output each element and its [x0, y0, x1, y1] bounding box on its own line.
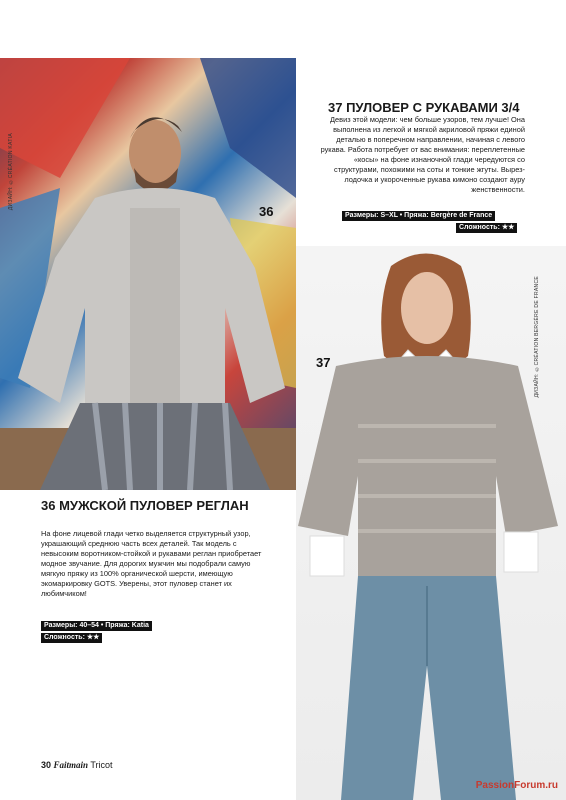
title-37: 37 ПУЛОВЕР С РУКАВАМИ 3/4	[328, 100, 520, 115]
photo-number-37: 37	[316, 355, 331, 370]
photo-mens-raglan-pullover	[0, 58, 296, 490]
photo-credit-katia: ДИЗАЙН: ©CRÉATION KATIA	[8, 133, 14, 211]
description-37: Девиз этой модели: чем больше узоров, тем лучше! Она выполнена из легкой и мягкой акриловой пряжи единой деталью в поперечном направлении, начиная с левого рукава. Работа потребует от вас внимания: переплетенные «косы» на фоне изнаночной глади чередуются со структурами, похожими на соты и тонкие жгуты. Вырез-лодочка и укороченные рукава кимоно создают ауру женственности.	[320, 115, 525, 194]
sizes-yarn-37: Размеры: S–XL • Пряжа: Bergère de France	[342, 211, 495, 221]
photo-number-36: 36	[259, 204, 274, 219]
photo-36-illustration	[0, 58, 296, 490]
difficulty-36: Сложность: ★★	[41, 633, 102, 643]
page-footer	[41, 760, 113, 770]
magazine-section: Tricot	[90, 760, 113, 770]
description-36: На фоне лицевой глади четко выделяется структурный узор, украшающий среднюю часть всех деталей. Так модель с невысоким воротником-стойкой и рукавами реглан приобретает модное звучание. Для дорогих мужчин мы подобрали самую мягкую пряжу из 100% органической шерсти, имеющую экомаркировку GOTS. Уверены, этот пуловер станет их любимчиком!	[41, 529, 262, 598]
photo-womens-pullover-3-4-sleeves	[296, 246, 566, 800]
photo-credit-bergere: ДИЗАЙН: ©CRÉATION BERGÈRE DE FRANCE	[534, 276, 540, 398]
title-36: 36 МУЖСКОЙ ПУЛОВЕР РЕГЛАН	[41, 498, 249, 513]
difficulty-37: Сложность: ★★	[456, 223, 517, 233]
sizes-yarn-36: Размеры: 40–54 • Пряжа: Katia	[41, 621, 152, 631]
site-watermark: PassionForum.ru	[475, 780, 558, 791]
photo-37-illustration	[296, 246, 566, 800]
page-number: 30	[41, 760, 52, 770]
magazine-brand: Faitmain	[53, 760, 89, 770]
